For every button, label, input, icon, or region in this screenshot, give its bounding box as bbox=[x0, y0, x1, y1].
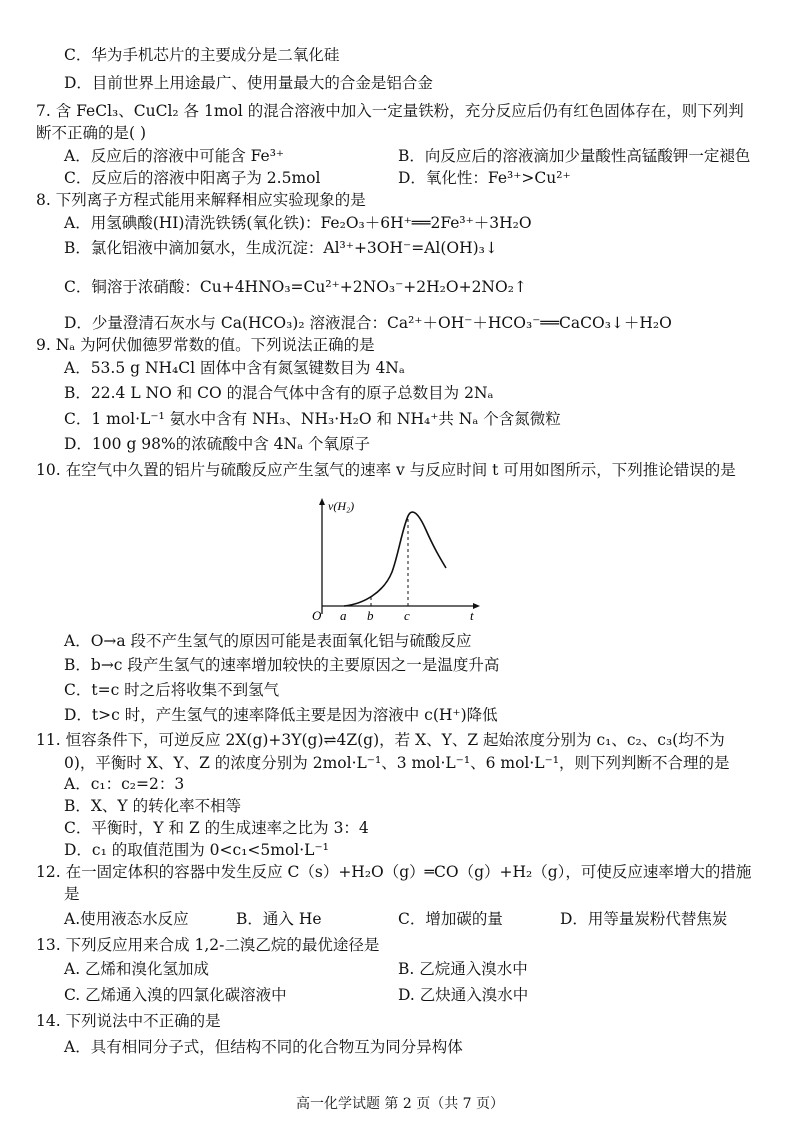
q13-option-a: A. 乙烯和溴化氢加成 bbox=[64, 960, 210, 978]
x-axis-label: t bbox=[470, 608, 474, 623]
q7-option-b: B．向反应后的溶液滴加少量酸性高锰酸钾一定褪色 bbox=[398, 147, 751, 165]
q11-option-a: A．c₁：c₂=2：3 bbox=[64, 775, 185, 793]
q10-option-b: B．b→c 段产生氢气的速率增加较快的主要原因之一是温度升高 bbox=[64, 656, 500, 674]
q6-option-d: D．目前世界上用途最广、使用量最大的合金是铝合金 bbox=[64, 74, 433, 92]
q7-stem-cont: 断不正确的是( ) bbox=[36, 124, 147, 142]
q12-stem-cont: 是 bbox=[64, 885, 80, 903]
q7-option-a: A．反应后的溶液中可能含 Fe³⁺ bbox=[64, 147, 285, 165]
q6-option-c: C．华为手机芯片的主要成分是二氧化硅 bbox=[64, 46, 340, 64]
y-axis-label: v(H₂) bbox=[328, 499, 355, 513]
q13-option-c: C. 乙烯通入溴的四氯化碳溶液中 bbox=[64, 986, 287, 1004]
x-tick-b: b bbox=[367, 608, 374, 623]
q12-option-a: A.使用液态水反应 bbox=[64, 910, 189, 928]
x-tick-a: a bbox=[340, 608, 347, 623]
q13-option-d: D. 乙炔通入溴水中 bbox=[398, 986, 529, 1004]
origin-label: O bbox=[312, 608, 322, 623]
q9-option-d: D．100 g 98%的浓硫酸中含 4Nₐ 个氧原子 bbox=[64, 435, 370, 453]
q10-option-a: A．O→a 段不产生氢气的原因可能是表面氧化铝与硫酸反应 bbox=[64, 632, 472, 650]
q8-option-a: A．用氢碘酸(HI)清洗铁锈(氧化铁)：Fe₂O₃＋6H⁺══2Fe³⁺＋3H₂O bbox=[64, 214, 532, 232]
q7-option-c: C．反应后的溶液中阳离子为 2.5mol bbox=[64, 169, 321, 187]
q9-option-b: B．22.4 L NO 和 CO 的混合气体中含有的原子总数目为 2Nₐ bbox=[64, 384, 494, 402]
x-tick-c: c bbox=[404, 608, 410, 623]
q11-option-c: C．平衡时，Y 和 Z 的生成速率之比为 3：4 bbox=[64, 819, 369, 837]
q8-option-b: B．氯化铝液中滴加氨水，生成沉淀：Al³⁺+3OH⁻=Al(OH)₃↓ bbox=[64, 239, 498, 257]
q12-option-b: B．通入 He bbox=[236, 910, 322, 928]
x-axis-arrow bbox=[473, 603, 480, 609]
q9-stem: 9. Nₐ 为阿伏伽德罗常数的值。下列说法正确的是 bbox=[36, 336, 375, 354]
q9-option-a: A．53.5 g NH₄Cl 固体中含有氮氢键数目为 4Nₐ bbox=[64, 359, 405, 377]
q8-option-c: C．铜溶于浓硝酸：Cu+4HNO₃=Cu²⁺+2NO₃⁻+2H₂O+2NO₂↑ bbox=[64, 278, 527, 296]
reaction-rate-graph bbox=[306, 496, 486, 624]
q13-stem: 13. 下列反应用来合成 1,2-二溴乙烷的最优途径是 bbox=[36, 936, 380, 954]
q14-option-a: A．具有相同分子式，但结构不同的化合物互为同分异构体 bbox=[64, 1038, 463, 1056]
rate-curve bbox=[344, 512, 446, 606]
q11-option-d: D．c₁ 的取值范围为 0<c₁<5mol·L⁻¹ bbox=[64, 841, 329, 859]
q8-stem: 8. 下列离子方程式能用来解释相应实验现象的是 bbox=[36, 191, 366, 209]
q12-option-d: D．用等量炭粉代替焦炭 bbox=[560, 910, 728, 928]
q7-option-d: D．氧化性：Fe³⁺>Cu²⁺ bbox=[398, 169, 571, 187]
q11-stem-cont: 0)，平衡时 X、Y、Z 的浓度分别为 2mol·L⁻¹、3 mol·L⁻¹、6 mol·L⁻¹，则下列判断不合理的是 bbox=[64, 754, 730, 772]
q10-option-c: C．t=c 时之后将收集不到氢气 bbox=[64, 681, 280, 699]
q10-stem: 10. 在空气中久置的铝片与硫酸反应产生氢气的速率 v 与反应时间 t 可用如图所示，下列推论错误的是 bbox=[36, 461, 736, 479]
q11-stem: 11. 恒容条件下，可逆反应 2X(g)+3Y(g)⇌4Z(g)，若 X、Y、Z 起始浓度分别为 c₁、c₂、c₃(均不为 bbox=[36, 731, 725, 749]
q12-stem: 12. 在一固定体积的容器中发生反应 C（s）+H₂O（g）═CO（g）+H₂（g），可使反应速率增大的措施 bbox=[36, 863, 752, 881]
q8-option-d: D．少量澄清石灰水与 Ca(HCO₃)₂ 溶液混合：Ca²⁺＋OH⁻＋HCO₃⁻══CaCO₃↓＋H₂O bbox=[64, 314, 672, 332]
q10-option-d: D．t>c 时，产生氢气的速率降低主要是因为溶液中 c(H⁺)降低 bbox=[64, 706, 498, 724]
q7-stem: 7. 含 FeCl₃、CuCl₂ 各 1mol 的混合溶液中加入一定量铁粉，充分反应后仍有红色固体存在，则下列判 bbox=[36, 102, 744, 120]
q13-option-b: B. 乙烷通入溴水中 bbox=[398, 960, 528, 978]
q9-option-c: C．1 mol·L⁻¹ 氨水中含有 NH₃、NH₃·H₂O 和 NH₄⁺共 Nₐ 个含氮微粒 bbox=[64, 410, 561, 428]
q12-option-c: C．增加碳的量 bbox=[398, 910, 503, 928]
q14-stem: 14. 下列说法中不正确的是 bbox=[36, 1012, 221, 1030]
page-footer: 高一化学试题 第 2 页（共 7 页） bbox=[295, 1096, 505, 1112]
q11-option-b: B．X、Y 的转化率不相等 bbox=[64, 797, 242, 815]
y-axis-arrow bbox=[319, 498, 325, 505]
